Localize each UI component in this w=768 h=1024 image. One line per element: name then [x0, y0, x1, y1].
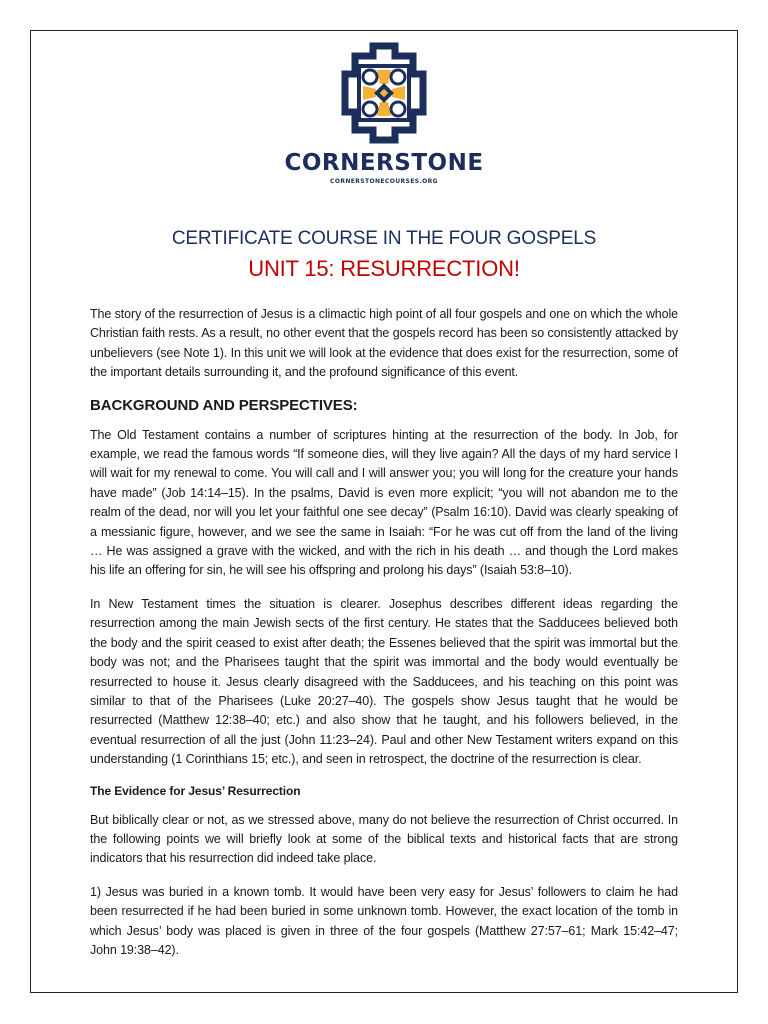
document-body: [90, 305, 678, 974]
course-title: CERTIFICATE COURSE IN THE FOUR GOSPELS: [171, 228, 597, 249]
brand-url: CORNERSTONECOURSES.ORG: [330, 178, 438, 185]
evidence-paragraph-2: 1) Jesus was buried in a known tomb. It would have been very easy for Jesus’ followers to claim he had been resurrected if he had been buried in some unknown tomb. However, the exact location of the tomb in which Jesus’ body was placed is given in three of the four gospels (Matthew 27:57–61; Mark 15:42–47; John 19:38–42).: [90, 884, 678, 957]
background-paragraph-1: The Old Testament contains a number of scriptures hinting at the resurrection of the body. In Job, for example, we read the famous words “If someone dies, will they live again? All the days of my hard service I will wait for my renewal to come. You will call and I will answer you; you will long for the creature your hands have made” (Job 14:14–15). In the psalms, David is even more explicit; “you will not abandon me to the realm of the dead, nor will you let your faithful one see decay” (Psalm 16:10). David was clearly speaking of a messianic figure, however, and we see the same in Isaiah: “For he was cut off from the land of the living … He was assigned a grave with the wicked, and with the rich in his death … and though the Lord makes his life an offering for sin, he will see his offspring and prolong his days” (Isaiah 53:8–10).: [90, 427, 678, 578]
intro-paragraph: The story of the resurrection of Jesus is a climactic high point of all four gospels and one on which the whole Christian faith rests. As a result, no other event that the gospels record has been so consistently attacked by unbelievers (see Note 1). In this unit we will look at the evidence that does exist for the resurrection, some of the important details surrounding it, and the profound significance of this event.: [90, 307, 678, 380]
brand-name: CORNERSTONE: [284, 150, 484, 176]
unit-title: UNIT 15: RESURRECTION!: [248, 256, 520, 281]
celtic-cross-emblem-icon: [341, 42, 427, 144]
section-heading-background: BACKGROUND AND PERSPECTIVES:: [90, 396, 358, 414]
evidence-paragraph-1: But biblically clear or not, as we stressed above, many do not believe the resurrection of Christ occurred. In the following points we will briefly look at some of the biblical texts and historical facts that are strong indicators that his resurrection did indeed take place.: [90, 812, 678, 866]
background-paragraph-2: In New Testament times the situation is clearer. Josephus describes different ideas regarding the resurrection among the main Jewish sects of the first century. He states that the Sadducees believed both the body and the spirit ceased to exist after death; the Essenes believed that the spirit was immortal but the body was not; and the Pharisees taught that the spirit was immortal and the body would eventually be resurrected to house it. Jesus clearly disagreed with the Sadducees, and his teaching on this point was similar to that of the Pharisees (Luke 20:27–40). The gospels show Jesus taught that he would be resurrected (Matthew 12:38–40; etc.) and also show that he taught, and his followers believed, in the eventual resurrection of all the just (John 11:23–24). Paul and other New Testament writers expand on this understanding (1 Corinthians 15; etc.), and seen in retrospect, the doctrine of the resurrection is clear.: [90, 596, 678, 767]
cornerstone-logo: [0, 42, 768, 185]
subsection-heading-evidence: The Evidence for Jesus’ Resurrection: [90, 783, 301, 798]
